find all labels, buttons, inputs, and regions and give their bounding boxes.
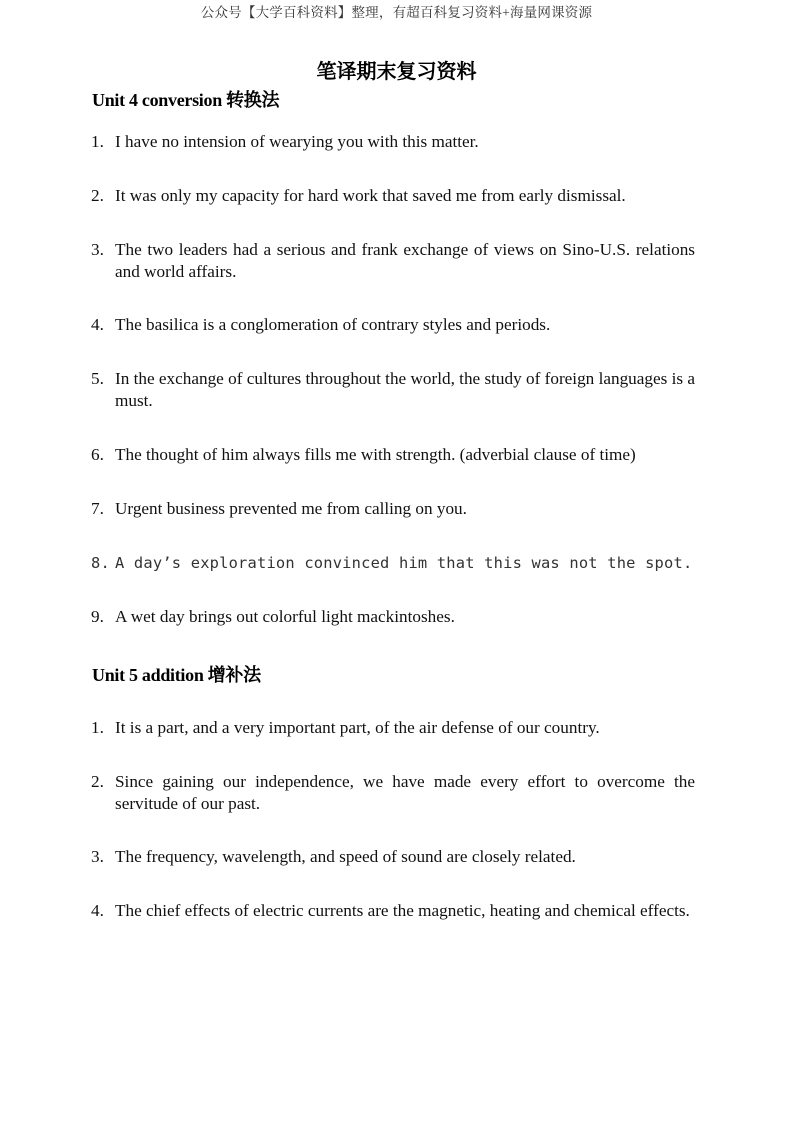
unit5-item-3 xyxy=(91,846,695,868)
item-number: 3. xyxy=(91,847,104,866)
item-text: It was only my capacity for hard work that saved me from early dismissal. xyxy=(115,186,626,205)
item-number: 2. xyxy=(91,772,104,791)
item-number: 5. xyxy=(91,369,104,388)
item-text: It is a part, and a very important part, of the air defense of our country. xyxy=(115,718,600,737)
item-number: 4. xyxy=(91,901,104,920)
item-text: A day’s exploration convinced him that this was not the spot. xyxy=(115,554,693,572)
item-text: Urgent business prevented me from calling on you. xyxy=(115,499,467,518)
item-number: 1. xyxy=(91,718,104,737)
item-number: 9. xyxy=(91,607,104,626)
header-note: 公众号【大学百科资料】整理，有超百科复习资料+海量网课资源 xyxy=(200,5,593,20)
unit4-heading: Unit 4 conversion 转换法 xyxy=(92,90,280,110)
item-number: 2. xyxy=(91,186,104,205)
item-text: The thought of him always fills me with strength. (adverbial clause of time) xyxy=(115,445,636,464)
unit5-item-4 xyxy=(91,900,695,922)
item-number: 4. xyxy=(91,315,104,334)
item-number: 8. xyxy=(91,554,110,572)
unit5-heading: Unit 5 addition 增补法 xyxy=(92,665,261,685)
item-text: In the exchange of cultures throughout the world, the study of foreign languages is a must. xyxy=(115,369,695,410)
item-number: 7. xyxy=(91,499,104,518)
item-text: A wet day brings out colorful light mackintoshes. xyxy=(115,607,455,626)
unit5-item-1 xyxy=(91,717,695,739)
item-text: The frequency, wavelength, and speed of sound are closely related. xyxy=(115,847,576,866)
item-number: 6. xyxy=(91,445,104,464)
item-text: The basilica is a conglomeration of contrary styles and periods. xyxy=(115,315,551,334)
unit5-item-2 xyxy=(91,771,695,815)
item-text: The chief effects of electric currents are the magnetic, heating and chemical effects. xyxy=(115,901,690,920)
item-number: 3. xyxy=(91,240,104,259)
item-text: I have no intension of wearying you with this matter. xyxy=(115,132,479,151)
item-text: The two leaders had a serious and frank exchange of views on Sino-U.S. relations and world affairs. xyxy=(115,240,695,281)
item-number: 1. xyxy=(91,132,104,151)
document-title: 笔译期末复习资料 xyxy=(316,61,477,83)
item-text: Since gaining our independence, we have made every effort to overcome the servitude of our past. xyxy=(115,772,695,813)
